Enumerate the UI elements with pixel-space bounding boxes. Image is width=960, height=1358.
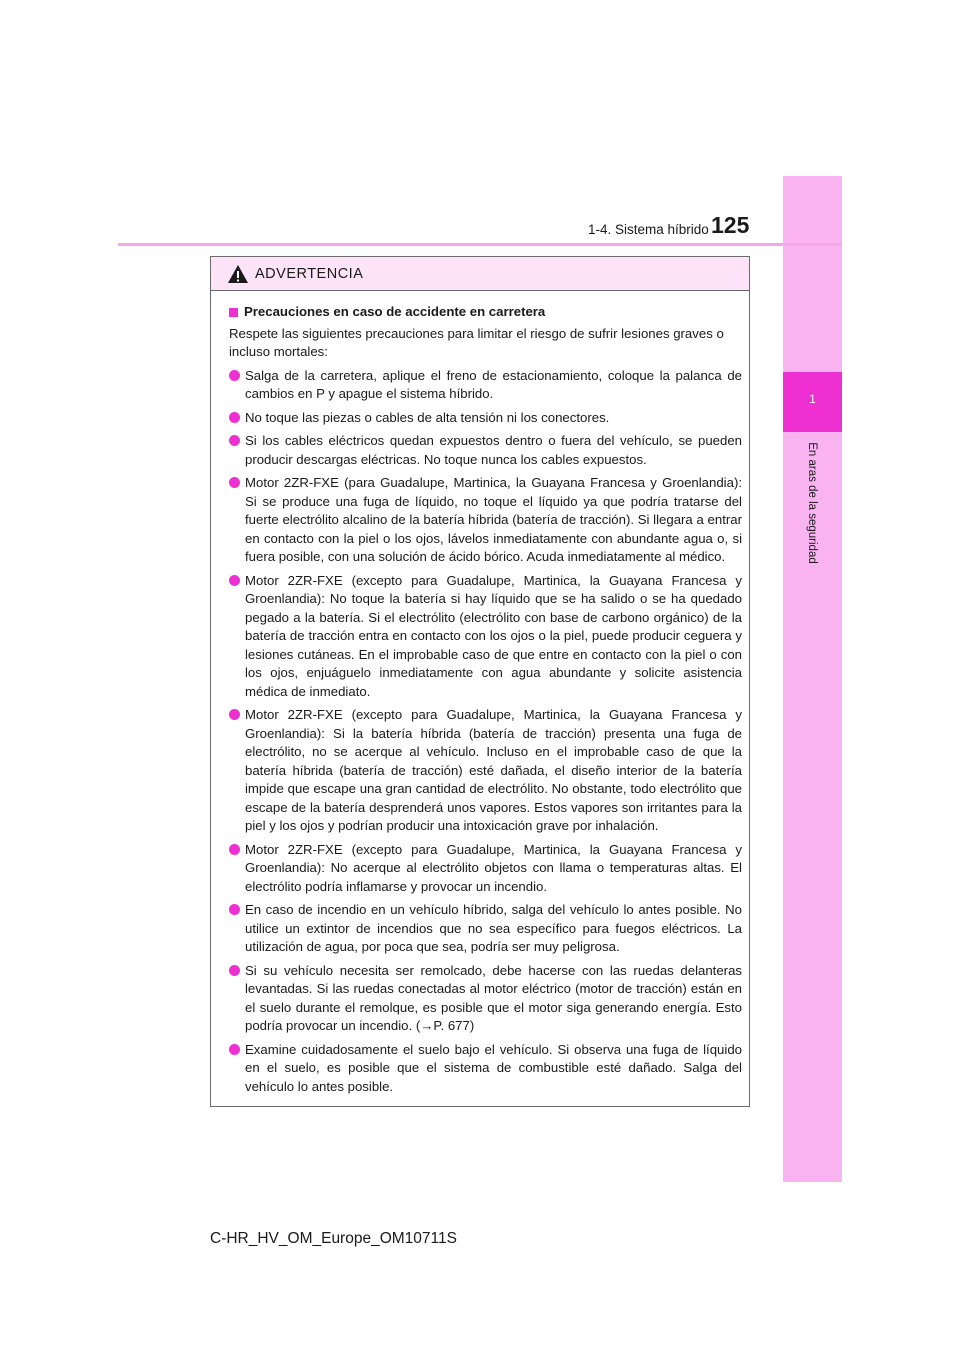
bullet-dot-icon [229,844,240,855]
list-item-text: Motor 2ZR-FXE (excepto para Guadalupe, Martinica, la Guayana Francesa y Groenlandia): Si la batería híbrida (batería de tracción) presenta una fuga de electrólito, no se acerque al vehículo. Incluso en el improbable caso de que la batería híbrida (batería de tracción) esté dañada, el diseño interior de la batería impide que escape una gran cantidad de electrólito. No obstante, todo electrólito que escape de la batería desprenderá unos vapores. Estos vapores son irritantes para la piel y los ojos y podrían producir una intoxicación grave por inhalación. [245,707,742,833]
intro-text: Respete las siguientes precauciones para limitar el riesgo de sufrir lesiones graves o incluso mortales: [229,325,724,359]
bullet-dot-icon [229,435,240,446]
warning-header [211,257,749,291]
list-item [229,572,742,702]
footer-doc-id: C-HR_HV_OM_Europe_OM10711S [210,1230,457,1247]
bullet-dot-icon [229,1044,240,1055]
bullet-dot-icon [229,370,240,381]
bullet-dot-icon [229,575,240,586]
list-item-text: Motor 2ZR-FXE (excepto para Guadalupe, Martinica, la Guayana Francesa y Groenlandia): No acerque al electrólito objetos con llama o temperaturas altas. El electrólito podría inflamarse y provocar un incendio. [245,841,742,894]
list-item-text: No toque las piezas o cables de alta tensión ni los conectores. [245,409,610,425]
list-item-text: Si los cables eléctricos quedan expuestos dentro o fuera del vehículo, se pueden producir descargas eléctricas. No toque nunca los cables expuestos. [245,433,742,467]
list-item [229,432,742,469]
list-item [229,901,742,957]
bullet-dot-icon [229,965,240,976]
bullet-dot-icon [229,904,240,915]
section-heading [229,303,742,322]
chapter-title: En aras de la seguridad [806,442,818,564]
square-bullet-icon [229,308,238,317]
list-item-text: Salga de la carretera, aplique el freno de estacionamiento, coloque la palanca de cambios en P y apague el sistema híbrido. [245,367,742,401]
section-heading-text: Precauciones en caso de accidente en carretera [244,304,546,319]
warning-title: ADVERTENCIA [255,265,364,282]
list-item-text: Motor 2ZR-FXE (excepto para Guadalupe, Martinica, la Guayana Francesa y Groenlandia): No toque la batería si hay líquido que se ha salido o se ha quedado pegado a la batería. Si el electrólito (electrólito con base de carbono orgánico) de la batería de tracción entra en contacto con los ojos o la piel, puede producir ceguera y lesiones cutáneas. En el improbable caso de que entre en contacto con la piel o con los ojos, enjuáguelo inmediatamente con agua abundante y solicite asistencia médica de inmediato. [245,572,742,699]
header-section-title: 1-4. Sistema híbrido [588,222,709,237]
chapter-number: 1 [809,392,816,406]
list-item [229,706,742,836]
header-divider [118,243,842,246]
warning-body [211,291,749,1096]
bullet-dot-icon [229,709,240,720]
list-item-text: En caso de incendio en un vehículo híbrido, salga del vehículo lo antes posible. No utilice un extintor de incendios que no sea específico para fuegos eléctricos. La utilización de agua, por poca que sea, podría ser muy peligrosa. [245,902,742,954]
list-item [229,962,742,1036]
list-item [229,1041,742,1097]
bullet-dot-icon [229,477,240,488]
warning-box [210,256,750,1107]
list-item [229,841,742,897]
warning-triangle-icon [227,264,249,284]
page-number: 125 [711,212,750,238]
list-item [229,474,742,567]
chapter-side-band [783,176,842,1182]
list-item-text: Si su vehículo necesita ser remolcado, debe hacerse con las ruedas delanteras levantadas. Si las ruedas conectadas al motor eléctrico (motor de tracción) están en el suelo durante el remolque, es posible que el motor siga generando energía. Esto podría provocar un incendio. (→P. 677) [245,962,742,1033]
list-item-text: Motor 2ZR-FXE (para Guadalupe, Martinica, la Guayana Francesa y Groenlandia): Si se produce una fuga de líquido, no toque el líquido ya que podría tratarse del fuerte electrólito alcalino de la batería híbrida (batería de tracción). Si llegara a entrar en contacto con la piel o los ojos, lávelos inmediatamente con abundante agua o, si fuera posible, con una solución de ácido bórico. Acuda inmediatamente al médico. [245,475,742,564]
bullet-dot-icon [229,412,240,423]
list-item [229,409,742,428]
list-item-text: Examine cuidadosamente el suelo bajo el vehículo. Si observa una fuga de líquido en el suelo, es posible que el sistema de combustible esté dañado. Salga del vehículo lo antes posible. [245,1041,742,1094]
list-item [229,367,742,404]
